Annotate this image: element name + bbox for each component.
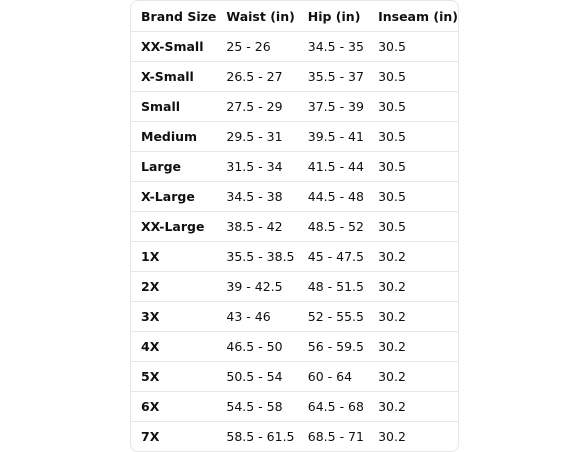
table-row [131,422,458,451]
header-waist: Waist (in) [216,1,297,32]
header-inseam: Inseam (in) [368,1,458,32]
inseam-cell: 30.5 [368,182,458,212]
brand-size-cell: 4X [131,332,216,362]
brand-size-cell: Medium [131,122,216,152]
hip-cell: 48.5 - 52 [298,212,368,242]
header-row [131,1,458,32]
hip-cell: 56 - 59.5 [298,332,368,362]
table-header [131,1,458,32]
brand-size-cell: X-Large [131,182,216,212]
waist-cell: 25 - 26 [216,32,297,62]
hip-cell: 34.5 - 35 [298,32,368,62]
inseam-cell: 30.2 [378,429,406,444]
inseam-cell: 30.2 [368,362,458,392]
inseam-cell: 30.5 [368,152,458,182]
table-row [131,302,458,332]
hip-cell: 45 - 47.5 [298,242,368,272]
hip-cell: 39.5 - 41 [298,122,368,152]
inseam-cell: 30.2 [368,272,458,302]
table-row [131,92,458,122]
brand-size-cell: 6X [131,392,216,422]
waist-cell: 29.5 - 31 [216,122,297,152]
table-row [131,392,458,422]
header-brand-size: Brand Size [131,1,216,32]
hip-cell: 44.5 - 48 [298,182,368,212]
brand-size-cell: XX-Large [131,212,216,242]
waist-cell: 46.5 - 50 [216,332,297,362]
inseam-cell: 30.2 [368,242,458,272]
waist-cell: 39 - 42.5 [216,272,297,302]
inseam-cell: 30.5 [368,32,458,62]
brand-size-cell: 7X [141,429,160,444]
brand-size-cell: 1X [131,242,216,272]
table-row [131,362,458,392]
header-hip: Hip (in) [298,1,368,32]
inseam-cell: 30.2 [368,392,458,422]
hip-cell: 60 - 64 [298,362,368,392]
table-row [131,242,458,272]
hip-cell: 68.5 - 71 [307,429,364,444]
table-row [131,152,458,182]
brand-size-cell: 3X [131,302,216,332]
inseam-cell: 30.5 [368,92,458,122]
brand-size-cell: Large [131,152,216,182]
table-row [131,182,458,212]
waist-cell: 26.5 - 27 [216,62,297,92]
hip-cell: 52 - 55.5 [298,302,368,332]
brand-size-cell: Small [131,92,216,122]
size-chart-table [130,0,459,452]
hip-cell: 64.5 - 68 [298,392,368,422]
table-row [131,272,458,302]
brand-size-cell: X-Small [131,62,216,92]
inseam-cell: 30.2 [368,302,458,332]
waist-cell: 38.5 - 42 [216,212,297,242]
brand-size-cell: 2X [131,272,216,302]
waist-cell: 43 - 46 [216,302,297,332]
hip-cell: 35.5 - 37 [298,62,368,92]
waist-cell: 35.5 - 38.5 [216,242,297,272]
hip-cell: 41.5 - 44 [298,152,368,182]
table-row [131,332,458,362]
inseam-cell: 30.5 [368,122,458,152]
inseam-cell: 30.5 [368,212,458,242]
waist-cell: 58.5 - 61.5 [226,429,295,444]
brand-size-cell: 5X [131,362,216,392]
table-row [131,32,458,62]
waist-cell: 34.5 - 38 [216,182,297,212]
waist-cell: 31.5 - 34 [216,152,297,182]
waist-cell: 54.5 - 58 [216,392,297,422]
table-row [131,122,458,152]
hip-cell: 37.5 - 39 [298,92,368,122]
hip-cell: 48 - 51.5 [298,272,368,302]
table-row [131,62,458,92]
table-body [131,32,458,451]
table-row [131,212,458,242]
brand-size-cell: XX-Small [131,32,216,62]
waist-cell: 50.5 - 54 [216,362,297,392]
inseam-cell: 30.5 [368,62,458,92]
inseam-cell: 30.2 [368,332,458,362]
waist-cell: 27.5 - 29 [216,92,297,122]
